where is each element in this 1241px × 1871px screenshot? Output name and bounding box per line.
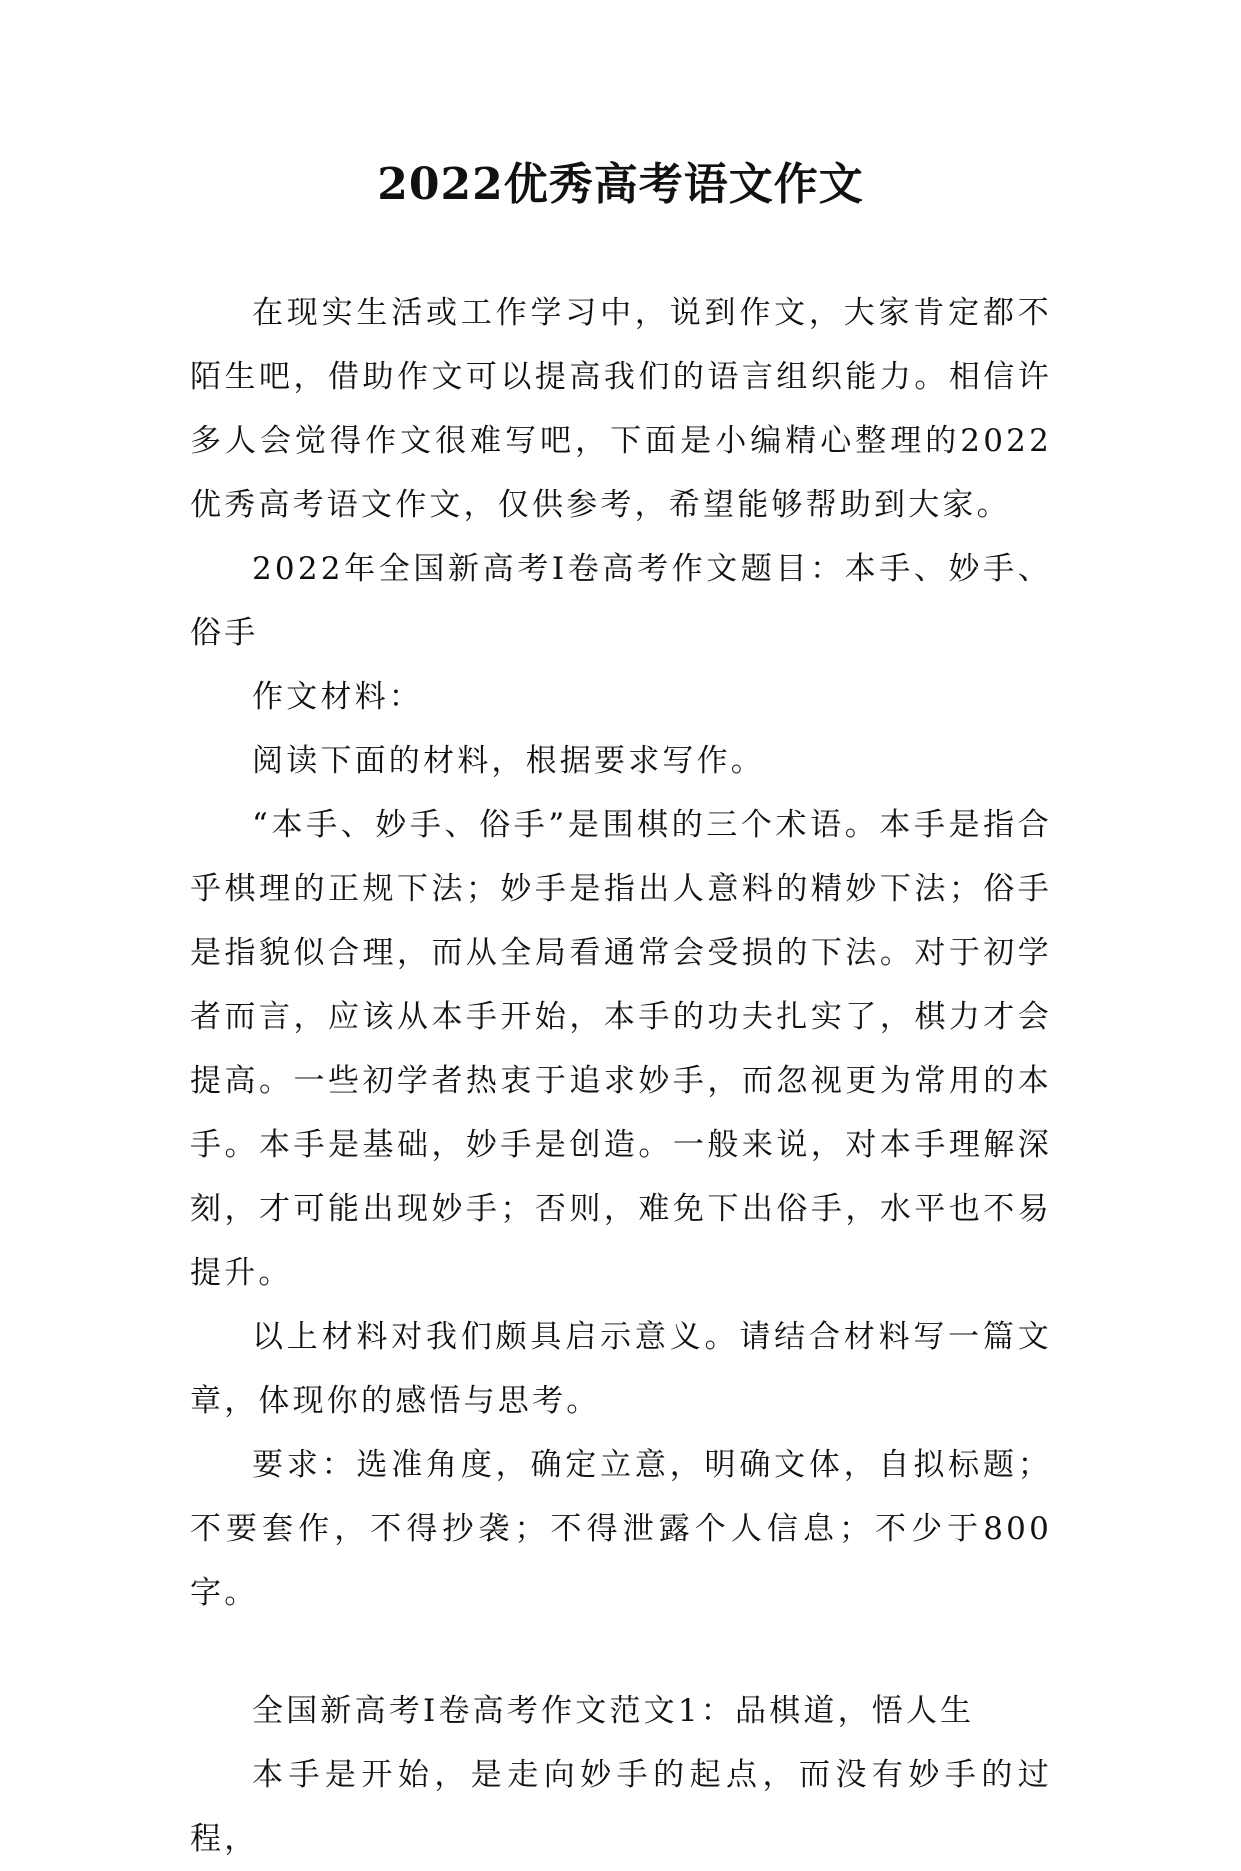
intro-paragraph: 在现实生活或工作学习中，说到作文，大家肯定都不陌生吧，借助作文可以提高我们的语言组织能力。相信许多人会觉得作文很难写吧，下面是小编精心整理的2022优秀高考语文作文，仅供参考，希望能够帮助到大家。 [190,295,1052,523]
material-paragraph: “本手、妙手、俗手”是围棋的三个术语。本手是指合乎棋理的正规下法；妙手是指出人意料的精妙下法；俗手是指貌似合理，而从全局看通常会受损的下法。对于初学者而言，应该从本手开始，本手的功夫扎实了，棋力才会提高。一些初学者热衷于追求妙手，而忽视更为常用的本手。本手是基础，妙手是创造。一般来说，对本手理解深刻，才可能出现妙手；否则，难免下出俗手，水平也不易提升。 [190,807,1052,1291]
essay-topic-paragraph: 2022年全国新高考Ⅰ卷高考作文题目：本手、妙手、俗手 [190,551,1052,651]
material-heading: 作文材料： [252,679,423,715]
document-title: 2022优秀高考语文作文 [377,159,864,210]
prompt-paragraph: 以上材料对我们颇具启示意义。请结合材料写一篇文章，体现你的感悟与思考。 [190,1319,1052,1419]
section-gap [190,1625,1052,1679]
document-body [190,281,1052,1871]
sample-essay-heading: 全国新高考Ⅰ卷高考作文范文1：品棋道，悟人生 [252,1693,975,1729]
instruction-paragraph: 阅读下面的材料，根据要求写作。 [252,743,765,779]
requirements-paragraph: 要求：选准角度，确定立意，明确文体，自拟标题；不要套作，不得抄袭；不得泄露个人信息；不少于800字。 [190,1447,1052,1611]
sample-essay-paragraph: 本手是开始，是走向妙手的起点，而没有妙手的过程， [190,1757,1052,1857]
